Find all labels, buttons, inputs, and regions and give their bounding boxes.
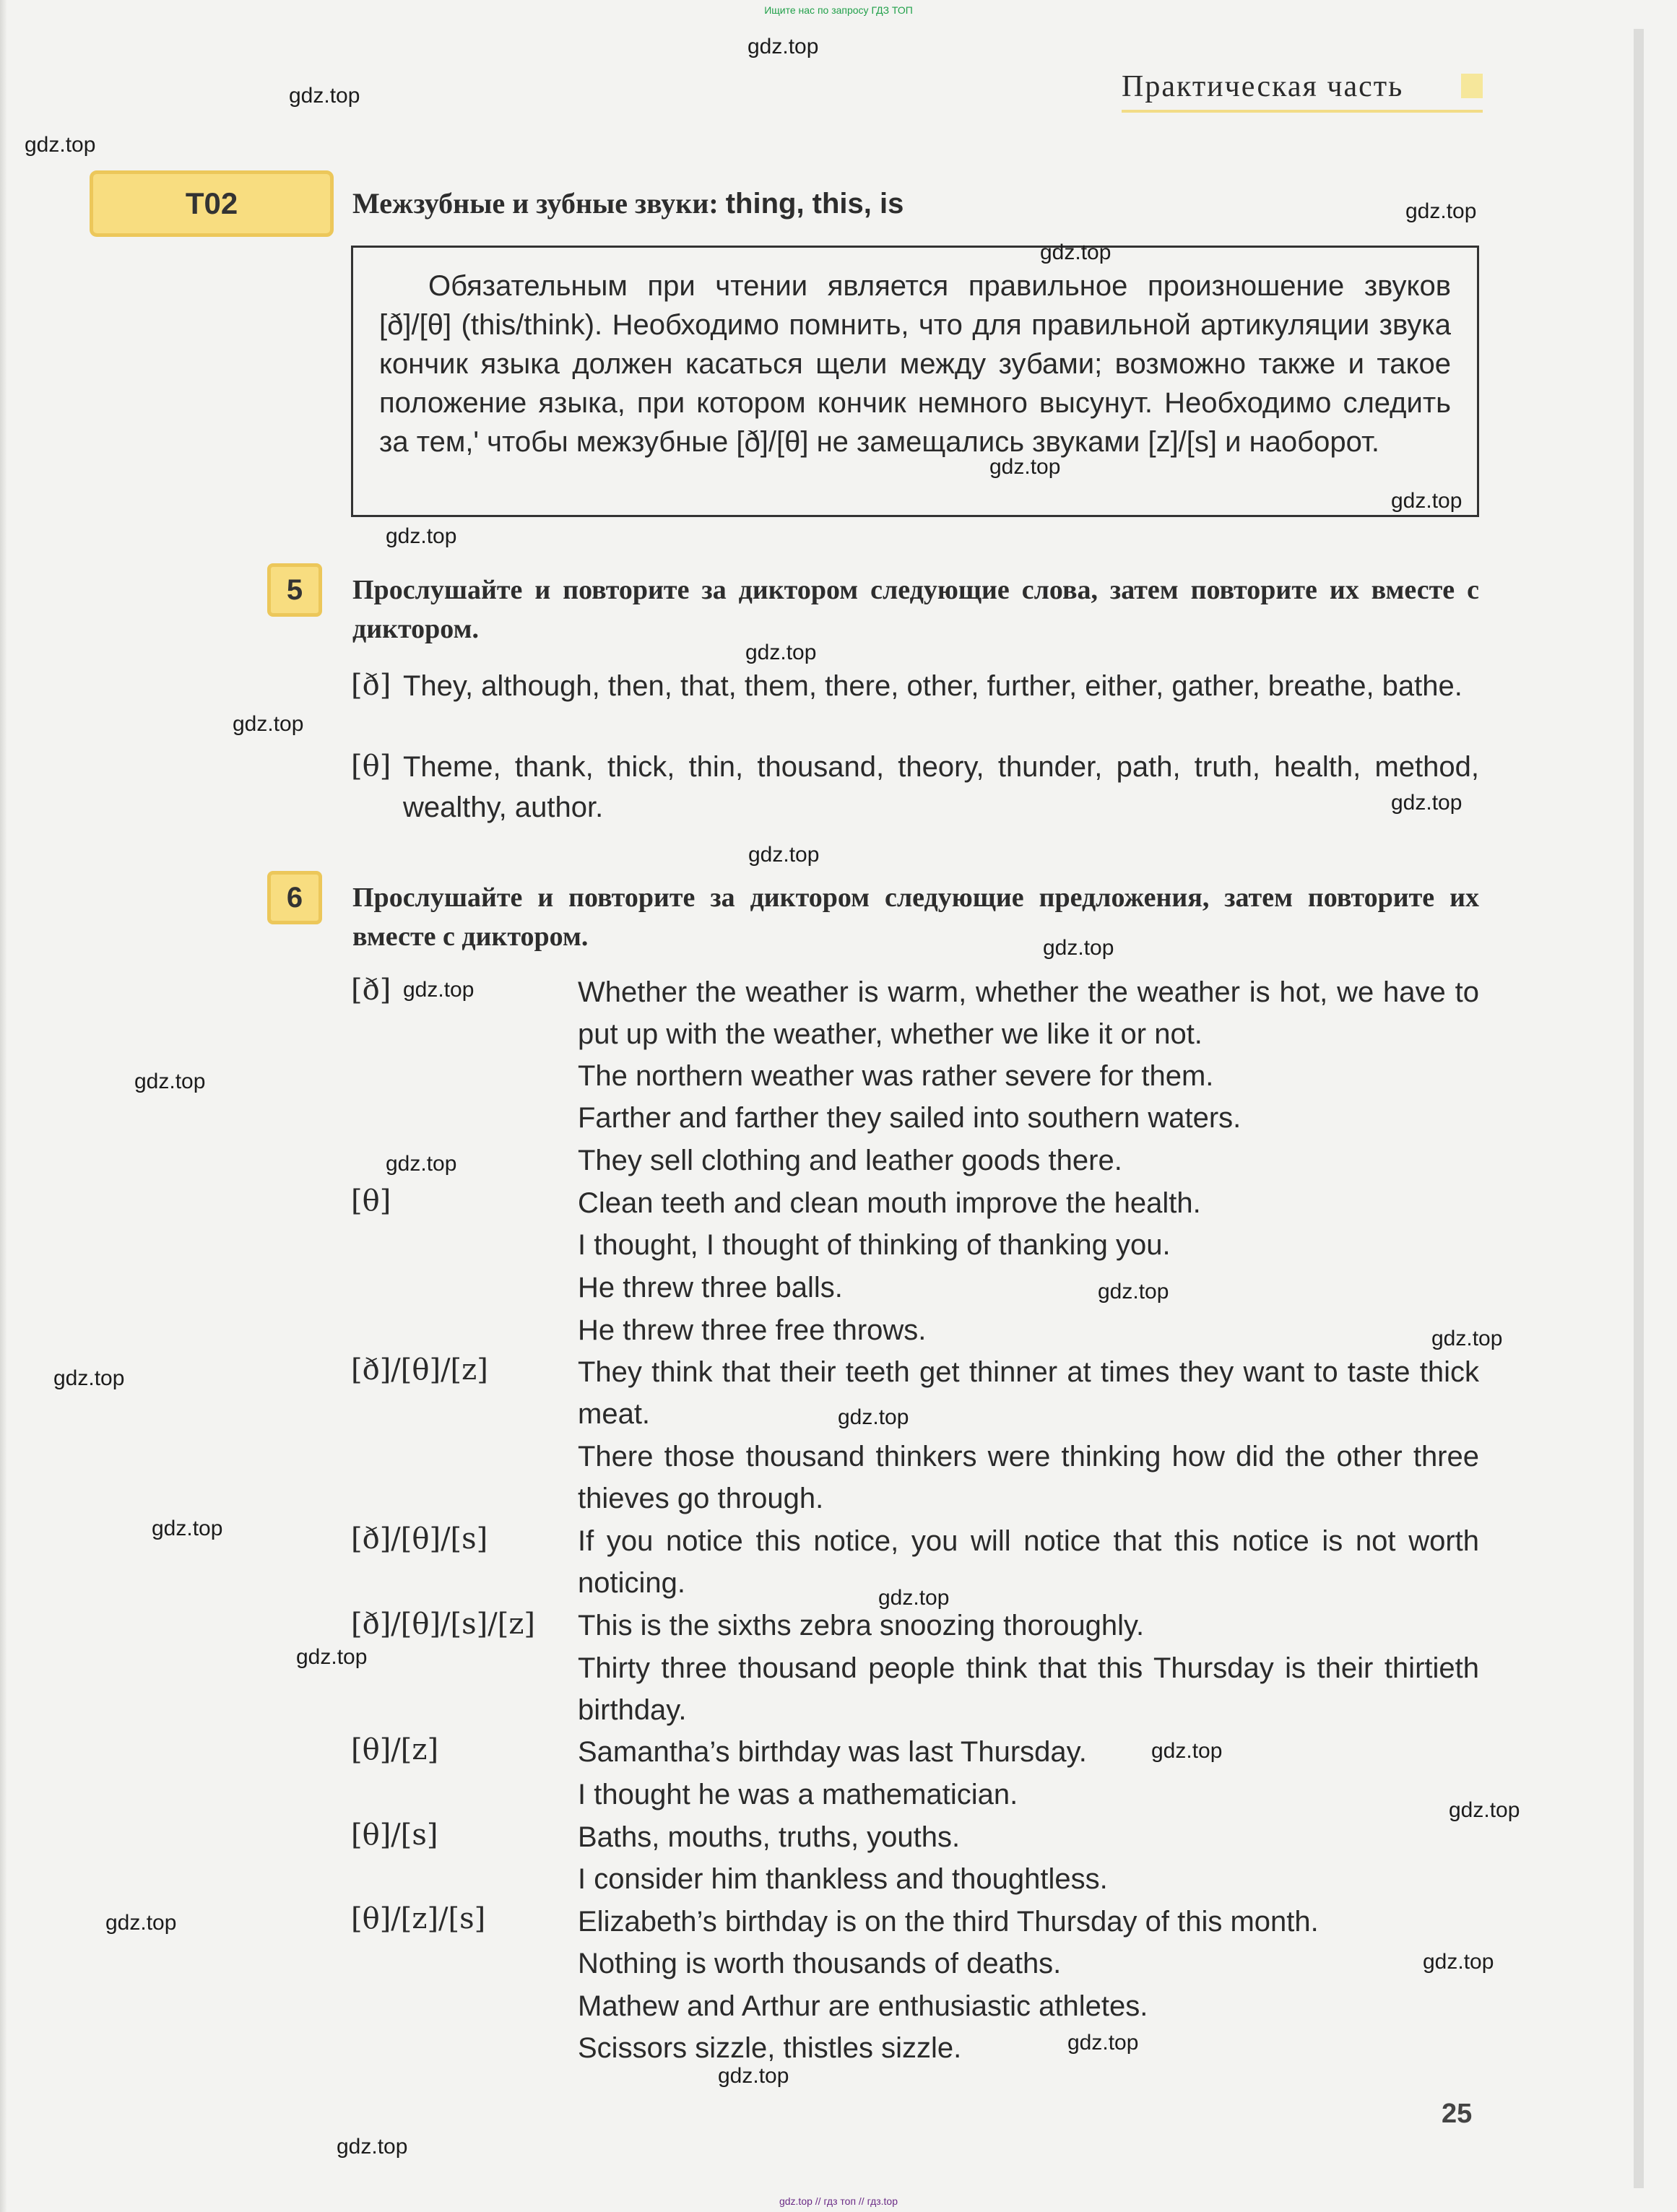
watermark: gdz.top (748, 843, 820, 867)
ex6-sentence-20: Scissors sizzle, thistles sizzle. (578, 2032, 962, 2064)
watermark: gdz.top (1431, 1327, 1503, 1350)
ex6-sentence-9: There those thousand thinkers were thinking how did the other three thieves go through. (578, 1441, 1479, 1514)
ex6-sentence-10: If you notice this notice, you will notice that this notice is not worth noticing. (578, 1525, 1479, 1599)
ex6-symbol-2: [ð]/[θ]/[z] (351, 1353, 488, 1387)
ex6-sentence-14: I thought he was a mathematician. (578, 1779, 1018, 1810)
watermark: gdz.top (1151, 1739, 1223, 1763)
watermark: gdz.top (1423, 1950, 1494, 1974)
ex5-symbol-1: [θ] (351, 750, 391, 783)
ex6-sentence-6: He threw three balls. (578, 1272, 843, 1304)
watermark: gdz.top (1405, 199, 1477, 223)
ex5-symbol-0: [ð] (351, 669, 391, 702)
watermark: gdz.top (1391, 489, 1462, 513)
ex6-sentence-1: The northern weather was rather severe for them. (578, 1060, 1214, 1092)
ex6-sentence-17: Elizabeth’s birthday is on the third Thursday of this month. (578, 1906, 1319, 1938)
ex5-words-0: They, although, then, that, them, there, other, further, either, gather, breathe, bathe. (403, 670, 1462, 702)
bottom-note: gdz.top // гдз топ // гдз.top (779, 2195, 898, 2207)
page-shadow (1634, 29, 1644, 2188)
ex6-sentence-18: Nothing is worth thousands of deaths. (578, 1948, 1062, 1979)
watermark: gdz.top (386, 1152, 457, 1176)
watermark: gdz.top (989, 455, 1061, 479)
ex6-sentence-12: Thirty three thousand people think that this Thursday is their thirtieth birthday. (578, 1652, 1479, 1726)
exercise-6-badge: 6 (267, 871, 322, 924)
page-number: 25 (1442, 2099, 1473, 2129)
ex6-sentence-8: They think that their teeth get thinner at times they want to taste thick meat. (578, 1356, 1479, 1430)
watermark: gdz.top (878, 1586, 950, 1610)
watermark: gdz.top (403, 978, 474, 1002)
watermark: gdz.top (53, 1366, 125, 1390)
ex6-sentence-5: I thought, I thought of thinking of thanking you. (578, 1229, 1171, 1261)
watermark: gdz.top (718, 2064, 789, 2088)
watermark: gdz.top (1391, 791, 1462, 815)
watermark: gdz.top (337, 2135, 408, 2159)
ex6-symbol-1: [θ] (351, 1184, 391, 1218)
watermark: gdz.top (386, 524, 457, 548)
watermark: gdz.top (233, 712, 304, 736)
watermark: gdz.top (289, 84, 360, 108)
watermark: gdz.top (1067, 2031, 1139, 2055)
page-edge (0, 0, 7, 2212)
watermark: gdz.top (748, 35, 819, 58)
ex6-symbol-0: [ð] (351, 973, 391, 1007)
ex6-symbol-7: [θ]/[z]/[s] (351, 1902, 486, 1935)
ex6-symbol-4: [ð]/[θ]/[s]/[z] (351, 1608, 536, 1641)
page-header (1122, 69, 1483, 104)
watermark: gdz.top (1043, 936, 1114, 960)
top-note: Ищите нас по запросу ГДЗ ТОП (764, 4, 913, 16)
watermark: gdz.top (152, 1517, 223, 1540)
ex6-sentence-7: He threw three free throws. (578, 1314, 927, 1346)
watermark: gdz.top (296, 1645, 368, 1669)
ex6-symbol-6: [θ]/[s] (351, 1818, 438, 1852)
ex5-words-1: Theme, thank, thick, thin, thousand, theory, thunder, path, truth, health, method, wealthy, author. (403, 751, 1479, 823)
watermark: gdz.top (1449, 1798, 1520, 1822)
header-square (1461, 74, 1483, 98)
watermark: gdz.top (105, 1911, 177, 1935)
watermark: gdz.top (838, 1405, 909, 1429)
exercise-6-instruction: Прослушайте и повторите за диктором следующие предложения, затем повторите их вместе с диктором. (352, 882, 1479, 952)
ex6-sentence-15: Baths, mouths, truths, youths. (578, 1821, 961, 1853)
header-title: Практическая часть (1122, 70, 1404, 103)
watermark: gdz.top (134, 1070, 206, 1093)
ex6-sentence-3: They sell clothing and leather goods there. (578, 1145, 1122, 1176)
ex6-sentence-11: This is the sixths zebra snoozing thoroughly. (578, 1610, 1145, 1641)
info-box: Обязательным при чтении является правильное произношение звуков [ð]/[θ] (this/think). Необходимо помнить, что для правильной артикуляции звука кончик языка должен касаться щели между зубами; возможно также и такое положение языка, при котором кончик немного высунут. Необходимо следить за тем,' чтобы межзубные [ð]/[θ] не замещались звуками [z]/[s] и наоборот. (351, 246, 1479, 517)
ex6-sentence-0: Whether the weather is warm, whether the weather is hot, we have to put up with the weather, whether we like it or not. (578, 976, 1479, 1050)
exercise-5-badge: 5 (267, 563, 322, 617)
watermark: gdz.top (25, 133, 96, 157)
ex6-sentence-16: I consider him thankless and thoughtless. (578, 1863, 1108, 1895)
section-badge: T02 (90, 170, 334, 237)
section-title (352, 186, 904, 220)
ex6-sentence-13: Samantha’s birthday was last Thursday. (578, 1736, 1087, 1768)
watermark: gdz.top (1040, 240, 1112, 264)
ex6-sentence-2: Farther and farther they sailed into southern waters. (578, 1102, 1242, 1134)
watermark: gdz.top (745, 641, 817, 664)
ex6-symbol-5: [θ]/[z] (351, 1733, 439, 1766)
ex6-symbol-3: [ð]/[θ]/[s] (351, 1522, 488, 1556)
ex6-sentence-19: Mathew and Arthur are enthusiastic athletes. (578, 1990, 1148, 2022)
exercise-5-instruction: Прослушайте и повторите за диктором следующие слова, затем повторите их вместе с диктором. (352, 575, 1479, 644)
ex6-sentence-4: Clean teeth and clean mouth improve the health. (578, 1187, 1201, 1219)
watermark: gdz.top (1098, 1280, 1169, 1304)
section-title-ru: Межзубные и зубные звуки: (352, 187, 726, 220)
section-title-en: thing, this, is (725, 188, 904, 220)
header-underline (1122, 110, 1483, 113)
